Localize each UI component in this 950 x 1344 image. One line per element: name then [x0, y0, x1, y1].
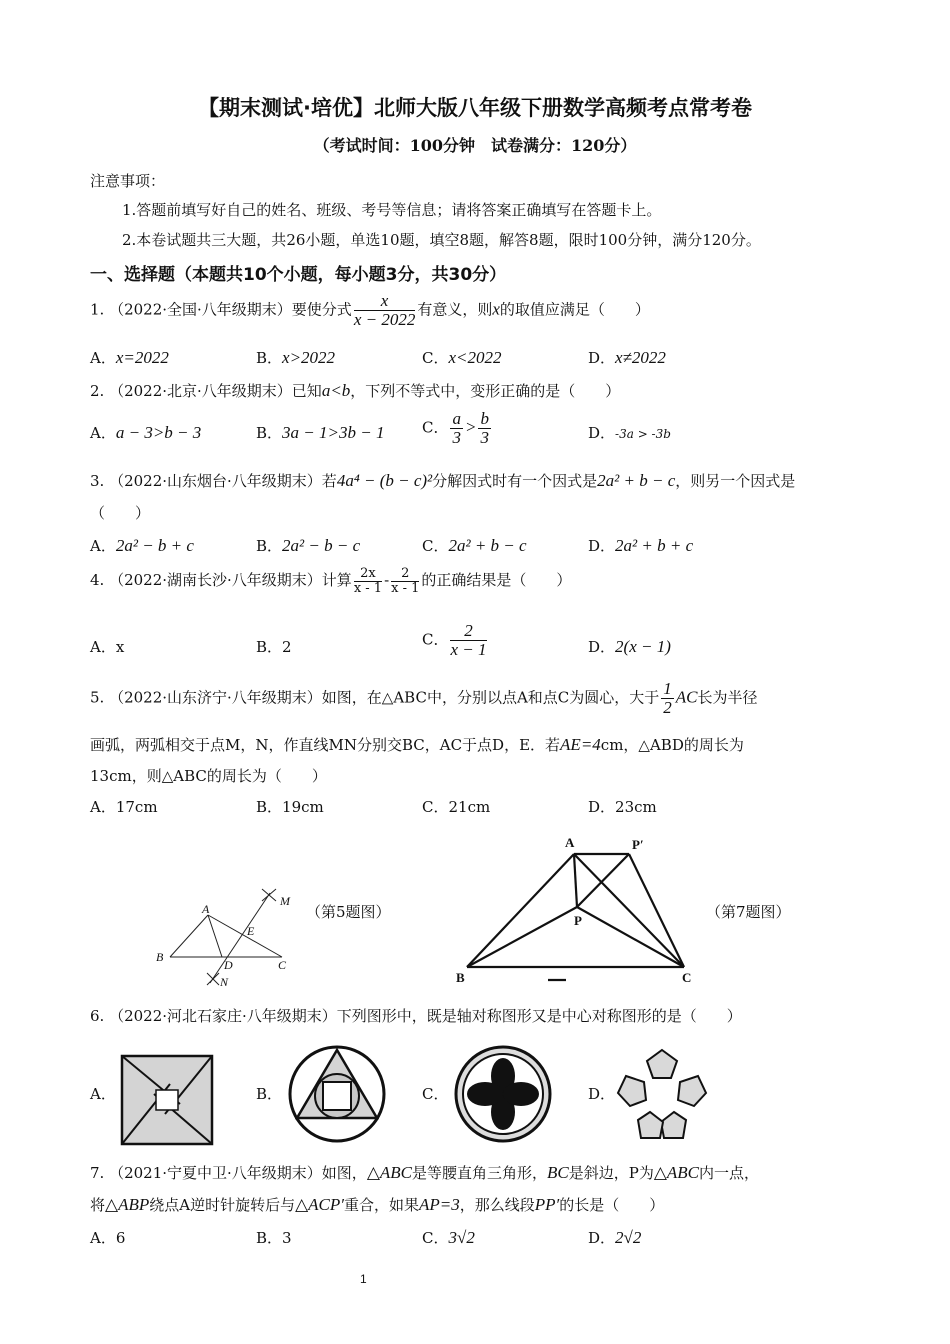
- question-1: 1. （2022·全国·八年级期末）要使分式 $\frac{x}{x - 2022}$ 有意义，则x的取值应满足（ ）: [90, 291, 650, 329]
- label-b: B: [156, 950, 164, 964]
- pinwheel-square-figure: [120, 1054, 214, 1146]
- arc-mark-m: [262, 889, 276, 901]
- option-d: D．: [588, 1085, 616, 1103]
- question-2: 2. （2022·北京·八年级期末）已知a<b，下列不等式中，变形正确的是（ ）: [90, 381, 621, 400]
- segment-ba: [170, 915, 208, 957]
- label-p-prime: P′: [632, 837, 644, 852]
- option-c: C．21cm: [422, 798, 491, 816]
- question-5-line3: 13cm，则△ABC的周长为（ ）: [90, 767, 327, 785]
- option-b: B．2: [256, 638, 292, 656]
- question-7: 7. （2021·宁夏中卫·八年级期末）如图，△ABC是等腰直角三角形，BC是斜边，P为△ABC内一点，: [90, 1163, 760, 1182]
- four-petal-circle-figure: [453, 1044, 553, 1144]
- figure-7-caption: （第7题图）: [706, 903, 791, 921]
- figure-5-caption: （第5题图）: [306, 903, 391, 921]
- page-title: 【期末测试·培优】北师大版八年级下册数学高频考点常考卷: [198, 96, 752, 120]
- figure-5: [150, 885, 310, 990]
- option-a: A．2a² − b + c: [90, 536, 194, 555]
- option-b: B．19cm: [256, 798, 324, 816]
- option-d: D．2(x − 1): [588, 637, 671, 656]
- option-c: C．: [422, 1085, 449, 1103]
- segment-ba: [467, 854, 574, 967]
- segment-bp: [467, 907, 577, 967]
- option-b: B．3a − 1>3b − 1: [256, 423, 385, 442]
- question-5-line2: 画弧，两弧相交于点M，N，作直线MN分别交BC，AC于点D，E．若AE=4cm，△ABD的周长为: [90, 735, 744, 754]
- label-p: P: [574, 913, 582, 928]
- segment-ap: [574, 854, 577, 907]
- answer-paren: （ ）: [90, 504, 151, 522]
- label-m: M: [280, 894, 290, 908]
- option-d: D．2√2: [588, 1228, 642, 1247]
- question-3: 3. （2022·山东烟台·八年级期末）若4a⁴ − (b − c)²分解因式时有一个因式是2a² + b − c，则另一个因式是: [90, 471, 796, 490]
- question-5: 5. （2022·山东济宁·八年级期末）如图，在△ABC中，分别以点A和点C为圆心，大于 $\frac{1}{2}$ AC长为半径: [90, 679, 758, 717]
- option-b: B．: [256, 1085, 283, 1103]
- label-n: N: [220, 975, 229, 989]
- segment-ac: [574, 854, 684, 967]
- option-a: A．17cm: [90, 798, 158, 816]
- note-item: 2.本卷试题共三大题，共26小题，单选10题，填空8题，解答8题，限时100分钟，满分120分。: [122, 231, 761, 249]
- option-d: D．x≠2022: [588, 348, 666, 367]
- label-d: D: [224, 958, 233, 972]
- label-e: E: [247, 924, 255, 938]
- option-b: B．x>2022: [256, 348, 336, 367]
- option-b: B．3: [256, 1229, 292, 1247]
- segment-p-prime-c: [629, 854, 684, 967]
- question-number: 1.: [90, 300, 105, 319]
- option-a: A．6: [90, 1229, 126, 1247]
- five-pentagons-figure: [614, 1046, 710, 1142]
- option-c: C．2a² + b − c: [422, 536, 527, 555]
- option-a: A．: [90, 1085, 116, 1103]
- page-number: 1: [360, 1272, 367, 1286]
- segment-ac: [208, 915, 282, 957]
- note-item: 1.答题前填写好自己的姓名、班级、考号等信息；请将答案正确填写在答题卡上。: [122, 201, 662, 219]
- question-7-line2: 将△ABP绕点A逆时针旋转后与△ACP′重合，如果AP=3，那么线段PP′的长是（ ）: [90, 1195, 665, 1214]
- segment-pc: [577, 907, 684, 967]
- option-d: D．23cm: [588, 798, 657, 816]
- option-a: A．x: [90, 638, 125, 656]
- notes-heading: 注意事项：: [90, 172, 166, 190]
- question-6: 6. （2022·河北石家庄·八年级期末）下列图形中，既是轴对称图形又是中心对称图形的是（ ）: [90, 1007, 742, 1025]
- option-a: A．a − 3>b − 3: [90, 423, 202, 442]
- fraction: $\frac{x}{x - 2022}$: [353, 291, 416, 329]
- option-c: C． $\frac{a}{3}$ > $\frac{b}{3}$: [422, 409, 489, 447]
- arc-mark-n: [207, 973, 219, 985]
- option-c: C．3√2: [422, 1228, 475, 1247]
- circle-triangle-figure: [287, 1044, 387, 1144]
- option-c: C． $\frac{2}{x - 1}$: [422, 621, 487, 659]
- exam-info: （考试时间：100分钟 试卷满分：120分）: [313, 136, 637, 155]
- option-d: D．2a² + b + c: [588, 536, 694, 555]
- label-a: A: [202, 902, 210, 916]
- label-a: A: [565, 835, 575, 850]
- label-c: C: [278, 958, 287, 972]
- label-c: C: [682, 970, 692, 985]
- option-d: D．-3a > -3b: [588, 424, 671, 442]
- label-b: B: [456, 970, 465, 985]
- figure-7: [452, 832, 702, 987]
- segment-pp-prime: [577, 854, 629, 907]
- section-heading: 一、选择题（本题共10个小题，每小题3分，共30分）: [90, 265, 507, 285]
- option-a: A．x=2022: [90, 348, 169, 367]
- line-mn: [210, 893, 270, 983]
- question-4: 4. （2022·湖南长沙·八年级期末）计算 $\frac{2x}{x - 1}$ - $\frac{2}{x - 1}$ 的正确结果是（ ）: [90, 566, 572, 596]
- option-c: C．x<2022: [422, 348, 502, 367]
- option-b: B．2a² − b − c: [256, 536, 361, 555]
- question-source: （2022·全国·八年级期末）要使分式: [109, 300, 352, 319]
